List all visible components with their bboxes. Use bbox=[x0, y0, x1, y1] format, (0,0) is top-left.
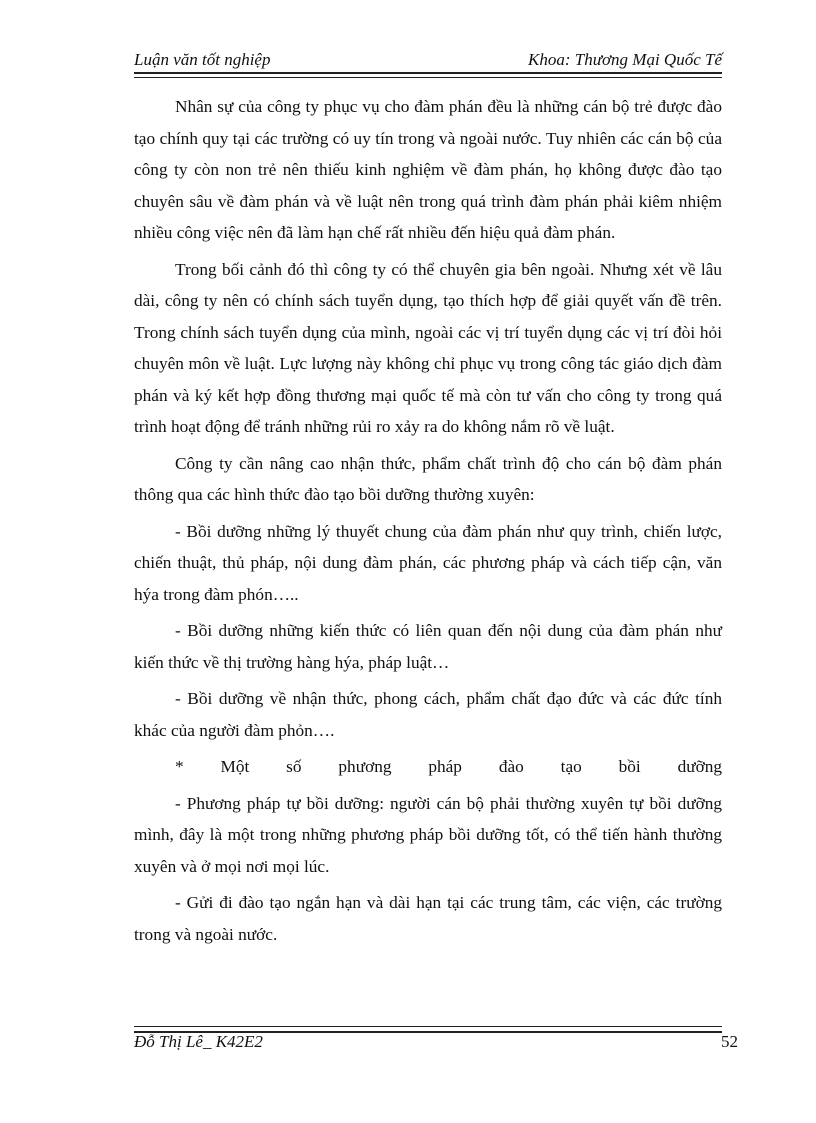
page-header bbox=[134, 48, 722, 74]
header-faculty-label: Khoa: Thương Mại Quốc Tế bbox=[527, 50, 722, 69]
bullet-paragraph: - Bồi dưỡng những lý thuyết chung của đàm phán như quy trình, chiến lược, chiến thuật, thủ pháp, nội dung đàm phán, các phương pháp và cách tiếp cận, văn hýa trong đàm phón….. bbox=[134, 521, 722, 604]
bullet-paragraph: - Phương pháp tự bồi dưỡng: người cán bộ phải thường xuyên tự bồi dưỡng mình, đây là một trong những phương pháp bồi dưỡng tốt, có thể tiến hành thường xuyên và ở mọi nơi mọi lúc. bbox=[134, 793, 722, 876]
paragraph: Công ty cần nâng cao nhận thức, phẩm chất trình độ cho cán bộ đàm phán thông qua các hình thức đào tạo bồi dưỡng thường xuyên: bbox=[134, 453, 722, 504]
footer-author: Đỗ Thị Lê_ K42E2 bbox=[134, 1032, 263, 1051]
bullet-paragraph: - Bồi dưỡng những kiến thức có liên quan đến nội dung của đàm phán như kiến thức về thị trường hàng hýa, pháp luật… bbox=[134, 621, 722, 672]
bullet-paragraph: - Bồi dưỡng về nhận thức, phong cách, phẩm chất đạo đức và các đức tính khác của người đàm phỏn…. bbox=[134, 689, 722, 740]
header-divider bbox=[134, 72, 722, 78]
section-heading: * Một số phương pháp đào tạo bồi dưỡng bbox=[175, 757, 722, 776]
paragraph: Nhân sự của công ty phục vụ cho đàm phán đều là những cán bộ trẻ được đào tạo chính quy tại các trường có uy tín trong và ngoài nước. Tuy nhiên các cán bộ của công ty còn non trẻ nên thiếu kinh nghiệm về đàm phán, họ không được đào tạo chuyên sâu về đàm phán và về luật nên trong quá trình đàm phán phải kiêm nhiệm nhiều công việc nên đã làm hạn chế rất nhiều đến hiệu quả đàm phán. bbox=[134, 97, 722, 242]
page-number: 52 bbox=[721, 1032, 738, 1051]
document-body bbox=[134, 91, 722, 955]
paragraph: Trong bối cảnh đó thì công ty có thể chuyên gia bên ngoài. Nhưng xét về lâu dài, công ty nên có chính sách tuyển dụng, tạo thích hợp để giải quyết vấn đề trên. Trong chính sách tuyển dụng của mình, ngoài các vị trí tuyển dụng các vị trí đòi hỏi chuyên môn về luật. Lực lượng này không chỉ phục vụ trong công tác giáo dịch đàm phán và ký kết hợp đồng thương mại quốc tế mà còn tư vấn cho công ty trong quá trình hoạt động để tránh những rủi ro xảy ra do không nắm rõ về luật. bbox=[134, 259, 722, 436]
page-footer bbox=[134, 1032, 738, 1056]
bullet-paragraph: - Gửi đi đào tạo ngắn hạn và dài hạn tại các trung tâm, các viện, các trường trong và ngoài nước. bbox=[134, 893, 722, 944]
header-thesis-label: Luận văn tốt nghiệp bbox=[134, 50, 271, 69]
